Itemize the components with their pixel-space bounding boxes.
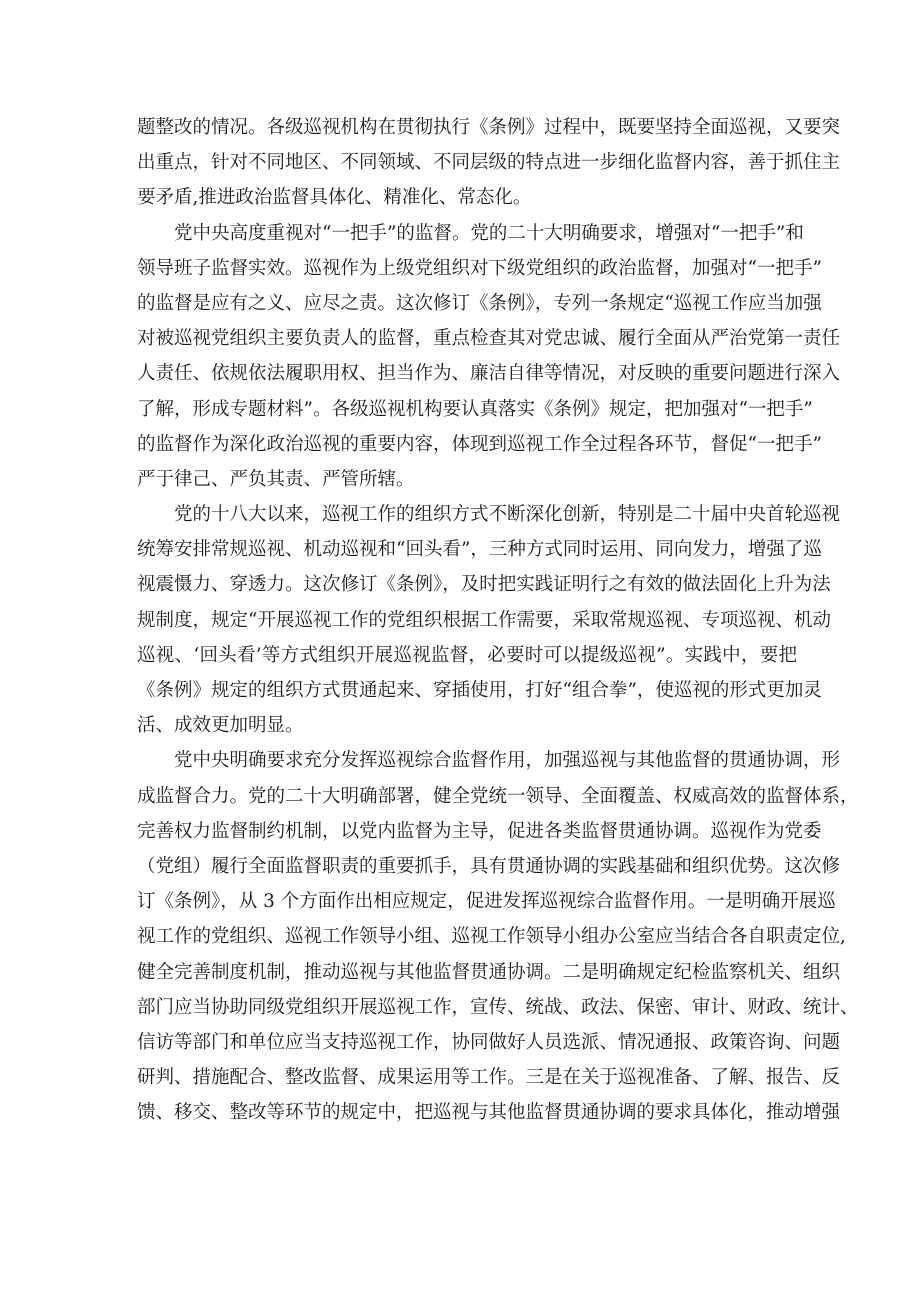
text-line: （党组）履行全面监督职责的重要抓手，具有贯通协调的实践基础和组织优势。这次修: [137, 855, 841, 877]
text-line: 要矛盾,推进政治监督具体化、精准化、常态化。: [137, 187, 532, 209]
text-line: 规制度，规定“开展巡视工作的党组织根据工作需要，采取常规巡视、专项巡视、机动: [137, 609, 831, 631]
body-text: [137, 110, 859, 1130]
paragraph-p1: [137, 110, 841, 216]
paragraph-p3: [137, 497, 841, 743]
text-line: 视工作的党组织、巡视工作领导小组、巡视工作领导小组办公室应当结合各自职责定位,: [137, 926, 846, 948]
text-line: 的监督作为深化政治巡视的重要内容，体现到巡视工作全过程各环节，督促“一把手”: [137, 433, 822, 455]
text-line: 活、成效更加明显。: [137, 715, 304, 737]
text-line: 出重点，针对不同地区、不同领域、不同层级的特点进一步细化监督内容，善于抓住主: [137, 152, 841, 174]
text-line: 研判、措施配合、整改监督、成果运用等工作。三是在关于巡视准备、了解、报告、反: [137, 1067, 841, 1089]
text-line: 党的十八大以来，巡视工作的组织方式不断深化创新，特别是二十届中央首轮巡视: [174, 504, 841, 526]
text-line: 《条例》规定的组织方式贯通起来、穿插使用，打好“组合拳”，使巡视的形式更加灵: [137, 680, 822, 701]
text-line: 的监督是应有之义、应尽之责。这次修订《条例》，专列一条规定“巡视工作应当加强: [137, 292, 822, 314]
text-line: 统筹安排常规巡视、机动巡视和“回头看”，三种方式同时运用、同向发力，增强了巡: [137, 539, 822, 561]
text-line: 人责任、依规依法履职用权、担当作为、廉洁自律等情况，对反映的重要问题进行深入: [137, 363, 841, 385]
text-line: 订《条例》，从 3 个方面作出相应规定，促进发挥巡视综合监督作用。一是明确开展巡: [137, 891, 836, 913]
text-line: 严于律己、严负其责、严管所辖。: [137, 468, 415, 490]
text-line: 视震慑力、穿透力。这次修订《条例》，及时把实践证明行之有效的做法固化上升为法: [137, 574, 831, 596]
text-line: 党中央高度重视对“一把手”的监督。党的二十大明确要求，增强对“一把手”和: [174, 222, 804, 244]
text-line: 馈、移交、整改等环节的规定中，把巡视与其他监督贯通协调的要求具体化，推动增强: [137, 1102, 841, 1124]
text-line: 成监督合力。党的二十大明确部署，健全党统一领导、全面覆盖、权威高效的监督体系，: [137, 785, 859, 807]
paragraph-p4: [137, 743, 859, 1130]
text-line: 题整改的情况。各级巡视机构在贯彻执行《条例》过程中，既要坚持全面巡视，又要突: [137, 117, 841, 138]
text-line: 健全完善制度机制，推动巡视与其他监督贯通协调。二是明确规定纪检监察机关、组织: [137, 961, 841, 983]
text-line: 党中央明确要求充分发挥巡视综合监督作用，加强巡视与其他监督的贯通协调，形: [174, 750, 841, 772]
text-line: 了解，形成专题材料”。各级巡视机构要认真落实《条例》规定，把加强对“一把手”: [137, 398, 813, 420]
text-line: 巡视、‘回头看’等方式组织开展巡视监督，必要时可以提级巡视”。实践中，要把: [137, 644, 797, 666]
text-line: 信访等部门和单位应当支持巡视工作，协同做好人员选派、情况通报、政策咨询、问题: [137, 1031, 841, 1053]
text-line: 部门应当协助同级党组织开展巡视工作，宣传、统战、政法、保密、审计、财政、统计、: [137, 996, 859, 1018]
text-line: 对被巡视党组织主要负责人的监督，重点检查其对党忠诚、履行全面从严治党第一责任: [137, 328, 841, 350]
text-line: 完善权力监督制约机制，以党内监督为主导，促进各类监督贯通协调。巡视作为党委: [137, 820, 822, 842]
paragraph-p2: [137, 216, 841, 498]
text-line: 领导班子监督实效。巡视作为上级党组织对下级党组织的政治监督，加强对“一把手”: [137, 257, 822, 279]
